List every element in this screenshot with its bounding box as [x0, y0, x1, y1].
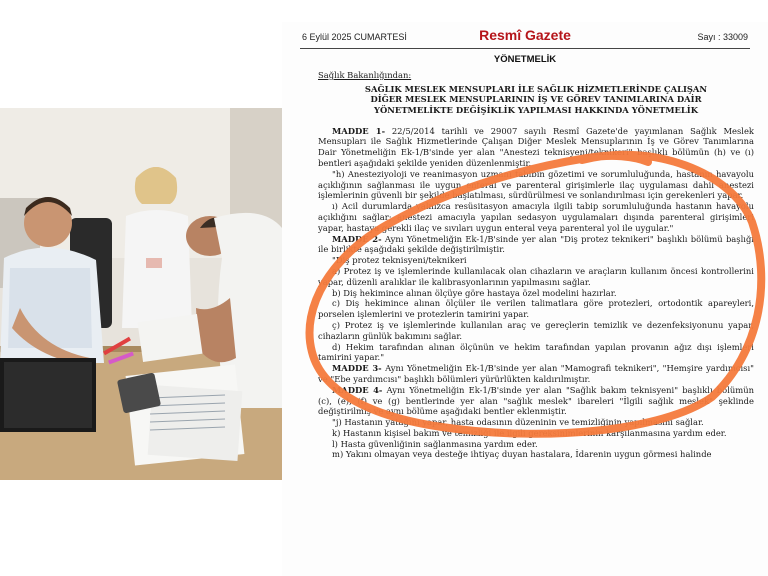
article-paragraph [318, 126, 754, 169]
article-text: 22/5/2014 tarihli ve 29007 sayılı Resmî Gazete'de yayımlanan Sağlık Meslek Mensupları ile Sağlık Hizmetlerinde Çalışan Diğer Meslek Mensuplarının İş ve Görev Tanımlarına Dair Yönetmeliğin Ek-1/B'sinde yer alan "Anestezi teknisyeni/teknikeri" başlıklı bölümün (h) ve (ı) bentleri aşağıdaki şekilde yeniden düzenlenmiştir. [318, 125, 754, 168]
article-paragraph [318, 320, 754, 342]
article-text: Aynı Yönetmeliğin Ek-1/B'sinde yer alan "Mamografi teknikeri", "Hemşire yardımcısı" ve "Ebe yardımcısı" başlıklı bölümleri yürürlükten kaldırılmıştır. [318, 363, 754, 384]
regulation-title-line: DİĞER MESLEK MENSUPLARININ İŞ VE GÖREV TANIMLARINA DAİR [370, 94, 702, 105]
article-paragraph [318, 439, 754, 450]
article-paragraph [318, 255, 754, 266]
article-paragraph [318, 428, 754, 439]
article-text: "j) Hastanın yatağını yapar, hasta odasının düzeninin ve temizliğinin yapılmasını sağlar. [332, 417, 704, 428]
article-paragraph [318, 449, 754, 460]
article-text: b) Diş hekimince alınan ölçüye göre hastaya özel modelini hazırlar. [332, 287, 617, 298]
article-paragraph [318, 169, 754, 201]
article-text: d) Hekim tarafından alınan ölçünün ve hekim tarafından yapılan provanın ağız dışı işlemleri tamirini yapar." [318, 341, 754, 363]
gazette-header [300, 26, 750, 49]
article-text: ç) Protez iş ve işlemlerinde kullanılan araç ve gereçlerin temizlik ve dezenfeksiyonunu yapar, cihazların günlük bakımını sağlar. [318, 319, 754, 341]
article-text: k) Hastanın kişisel bakım ve temizliği ile ilgili gereksinimlerinin karşılanmasına yardım eder. [332, 427, 727, 438]
article-text: Aynı Yönetmeliğin Ek-1/B'sinde yer alan "Diş protez teknikeri" başlıklı bölümü başlığı ile birlikte aşağıdaki şekilde değiştirilmiştir. [318, 233, 754, 255]
article-text: "h) Anesteziyoloji ve reanimasyon uzmanı tabibin gözetimi ve sorumluluğunda, hastanın havayolu açıklığının sağlanması ile uygun enteral ve parenteral girişimlerle ilaç uygulaması dahil anestezi işlemlerinin güvenli bir şekilde başlatılması, sürdürülmesi ve sonlandırılması için gerekenleri yapar. [318, 168, 754, 201]
article-text: ı) Acil durumlarda yalnızca resüsitasyon amacıyla ilgili tabip sorumluluğunda hastanın havayolu açıklığını sağlar; anestezi amacıyla yapılan sedasyon uygulamaları dışında parenteral girişimleri yapar, hastaya gerekli ilaç ve sıvıları uygun enteral veya parenteral yol ile uygular." [318, 201, 754, 233]
article-label: MADDE 3- [332, 363, 382, 374]
section-heading: YÖNETMELİK [493, 54, 557, 65]
article-text: c) Diş hekimince alınan ölçüler ile verilen talimatlara göre protezleri, ortodontik apareyleri, porselen işlemlerini ve protezlerin tamirini yapar. [318, 298, 754, 320]
article-paragraph [318, 385, 754, 417]
photo-hospital-office [0, 108, 282, 480]
issue-number: Sayı : 33009 [697, 32, 748, 42]
gazette-page [282, 22, 768, 576]
article-paragraph [318, 363, 754, 385]
article-paragraph [318, 266, 754, 288]
regulation-title-line: SAĞLIK MESLEK MENSUPLARI İLE SAĞLIK HİZMETLERİNDE ÇALIŞAN [364, 83, 708, 94]
gazette-body [318, 70, 754, 460]
article-label: MADDE 2- [332, 233, 382, 244]
article-paragraph [318, 288, 754, 299]
article-paragraph [318, 298, 754, 320]
article-paragraph [318, 417, 754, 428]
article-paragraph [318, 342, 754, 364]
gazette-title: Resmî Gazete [479, 27, 571, 43]
article-label: MADDE 1- [332, 125, 386, 136]
regulation-title-line: YÖNETMELİKTE DEĞİŞİKLİK YAPILMASI HAKKINDA YÖNETMELİK [374, 104, 698, 115]
publication-date: 6 Eylül 2025 CUMARTESİ [302, 32, 407, 42]
article-text: Aynı Yönetmeliğin Ek-1/B'sinde yer alan "Sağlık bakım teknisyeni" başlıklı bölümün (c), (e), (f) ve (g) bentlerinde yer alan "sağlık meslek" ibareleri "İlgili sağlık meslek" şeklinde değiştirilmiş ve aynı bölüme aşağıdaki bentler eklenmiştir. [318, 384, 754, 417]
article-text: a) Protez iş ve işlemlerinde kullanılacak olan cihazların ve araçların kullanım öncesi kontrollerini yapar, düzenli aralıklar ile kalibrasyonlarının yapılmasını sağlar. [318, 265, 754, 287]
office-scene-illustration [0, 108, 282, 480]
article-text: m) Yakını olmayan veya desteğe ihtiyaç duyan hastalara, İdarenin uygun görmesi halinde [332, 449, 712, 460]
article-text: l) Hasta güvenliğinin sağlanmasına yardım eder. [332, 438, 538, 449]
article-paragraph [318, 234, 754, 256]
ministry-name: Sağlık Bakanlığından: [318, 70, 412, 80]
regulation-title [318, 84, 754, 116]
article-paragraph [318, 201, 754, 233]
article-label: MADDE 4- [332, 384, 383, 395]
article-text: "Diş protez teknisyeni/teknikeri [332, 255, 467, 266]
